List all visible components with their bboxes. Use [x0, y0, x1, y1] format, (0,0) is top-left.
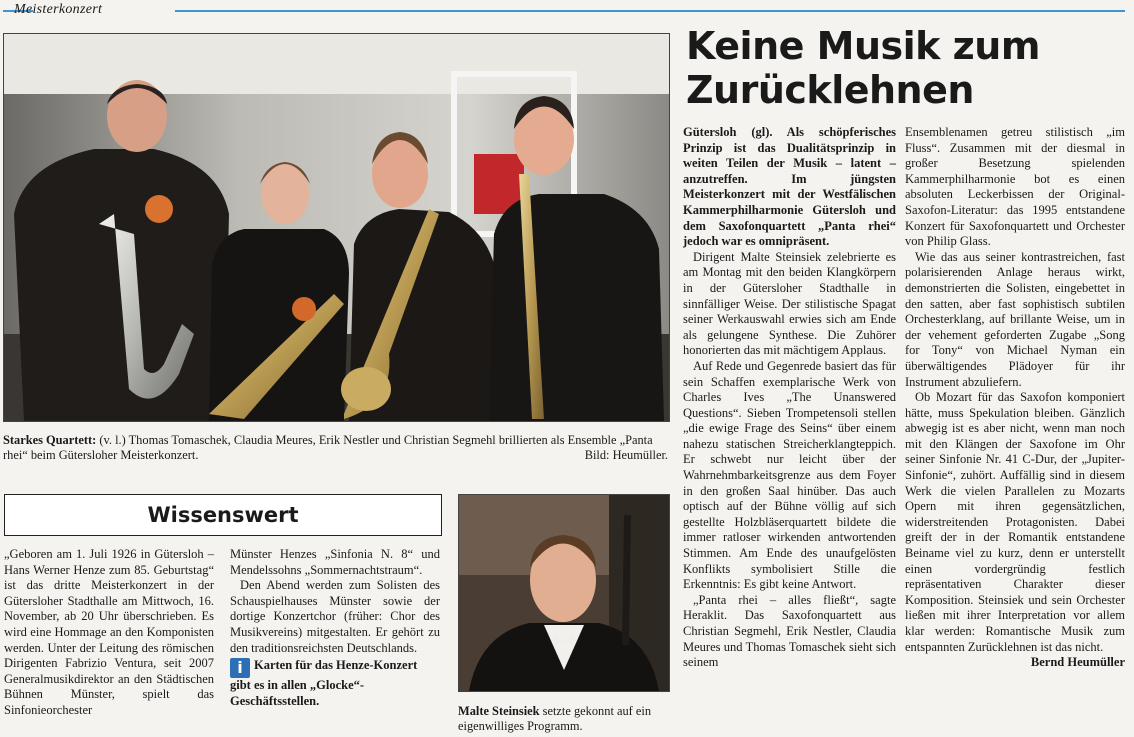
quartet-caption-text: (v. l.) Thomas Tomaschek, Claudia Meures, Erik Nestler und Christian Segmehl brillierten als Ensemble „Panta rhei“ beim Gütersloher Meisterkonzert. — [3, 433, 653, 462]
article-headline: Keine Musik zum Zurücklehnen — [686, 24, 1040, 112]
conductor-caption — [458, 704, 668, 734]
article-paragraph: Auf Rede und Gegenrede basiert das für sein Schaffen exemplarische Werk von Charles Ives „The Unanswered Questions“. Sieben Trompetensoli stellen „die ewige Frage des Seins“ über einem nahezu statischen Streicherklangteppich. Er schwebt nur leicht über der Wahrnehmbarkeitsgrenze aus dem Foyer in den großen Saal hinüber. Das auch optisch auf der Bühne völlig auf sich gestellte Holzbläserquartett bildete die immer ratloser wirkenden antwortenden Stimmen. Am Ende des unaufgelösten Konflikts symbolisiert Stille die Erkenntnis: Es gibt keine Antwort. — [683, 358, 896, 592]
article-lead: Gütersloh (gl). Als schöpferisches Prinzip ist das Dualitätsprinzip in weiten Teilen der Musik – latent – anzutreffen. Im jüngsten Meisterkonzert mit der Westfälischen Kammerphilharmonie Gütersloh und dem Saxofonquartett „Panta rhei“ jedoch war es omnipräsent. — [683, 125, 896, 249]
tickets-text: Karten für das Henze-Konzert gibt es in allen „Glocke“-Geschäftsstellen. — [230, 658, 418, 708]
conductor-photo-image — [459, 495, 669, 691]
conductor-photo — [458, 494, 670, 692]
quartet-photo-image — [4, 34, 669, 421]
wissenswert-title: Wissenswert — [4, 494, 442, 536]
wissenswert-text: Münster Henzes „Sinfonia N. 8“ und Mendelssohns „Sommernachtstraum“. — [230, 547, 440, 577]
wissenswert-text: „Geboren am 1. Juli 1926 in Gütersloh – Hans Werner Henze zum 85. Geburtstag“ ist das dritte Meisterkonzert in der Gütersloher Stadthalle am Mittwoch, 16. November, ab 20 Uhr überschrieben. Es wird eine Hommage an den Komponisten werden. Unter der Leitung des römischen Dirigenten Fabrizio Ventura, seit 2007 Generalmusikdirektor an den Städtischen Bühnen Münster, spielt das Sinfonieorchester — [4, 547, 214, 717]
article-paragraph: „Panta rhei – alles fließt“, sagte Heraklit. Das Saxofonquartett aus Christian Segmehl, Erik Nestler, Claudia Meures und Thomas Tomaschek sieht sich seinem — [683, 592, 896, 670]
tickets-note — [230, 658, 440, 709]
quartet-caption-lead: Starkes Quartett: — [3, 433, 97, 447]
quartet-photo — [3, 33, 670, 422]
wissenswert-column-1 — [4, 547, 214, 719]
article-paragraph: Ensemblenamen getreu stilistisch „im Fluss“. Zusammen mit der diesmal in großer Besetzung spielenden Kammerphilharmonie bot es einen absoluten Leckerbissen der Original-Saxofon-Literatur: das 1995 entstandene Konzert für Saxofonquartett und Orchester von Philip Glass. — [905, 125, 1125, 249]
photo-credit: Bild: Heumüller. — [584, 448, 668, 462]
wissenswert-column-2 — [230, 547, 440, 709]
article-paragraph: Dirigent Malte Steinsiek zelebrierte es am Montag mit den beiden Klangkörpern in der Gütersloher Stadthalle in sinnfälliger Weise. Der stilistische Spagat seiner Werkauswahl erwies sich am Ende als gelungene Synthese. Die Zuhörer honorierten das mit mächtigem Applaus. — [683, 249, 896, 358]
header-rule — [175, 10, 1125, 12]
byline: Bernd Heumüller — [1030, 655, 1125, 670]
wissenswert-text: Den Abend werden zum Solisten des Schauspielhauses Münster sowie der dortige Konzertchor (früher: Chor des Musikvereins) mitgestalten. Er gehört zu den traditionsreichsten Deutschlands. — [230, 578, 440, 655]
conductor-caption-lead: Malte Steinsiek — [458, 704, 540, 718]
section-rubric: Meisterkonzert — [14, 2, 103, 17]
quartet-caption — [3, 433, 668, 463]
article-paragraph: Wie das aus seiner kontrastreichen, fast polarisierenden Anlage heraus wirkt, demonstrierten die Solisten, eingebettet in den satten, aber fast sophistisch subtilen Orchesterklang, auf brillante Weise, um in der vehement geforderten Zugabe „Song for Tony“ von Michael Nyman ein überwältigendes Plädoyer für ihr Instrument abzuliefern. — [905, 249, 1125, 389]
article-column-1 — [683, 125, 896, 671]
article-paragraph: Ob Mozart für das Saxofon komponiert hätte, muss Spekulation bleiben. Gänzlich abwegig ist es aber nicht, wenn man noch mit den Klängen der Saxofone im Ohr seiner Sinfonie Nr. 41 C-Dur, der „Jupiter-Sinfonie“, zuhört. Auffällig sind in diesem Werk die vielen Parallelen zu Mozarts Opern mit ihren gegensätzlichen, widerstreitenden Protagonisten. Dabei greift der in der Romantik entstandene Beiname viel zu kurz, denn er unterstellt einen vordergründig festlich repräsentativen Charakter dieser Komposition. Steinsiek und sein Orchester ließen mit ihrer Interpretation vor allem klar werden: Romantische Musik zum entspannten Zurücklehnen ist das nicht. — [905, 390, 1125, 654]
info-icon: i — [230, 658, 250, 678]
article-column-2 — [905, 125, 1125, 671]
conductor-caption-text: setzte gekonnt auf ein eigenwilliges Programm. — [458, 704, 652, 733]
